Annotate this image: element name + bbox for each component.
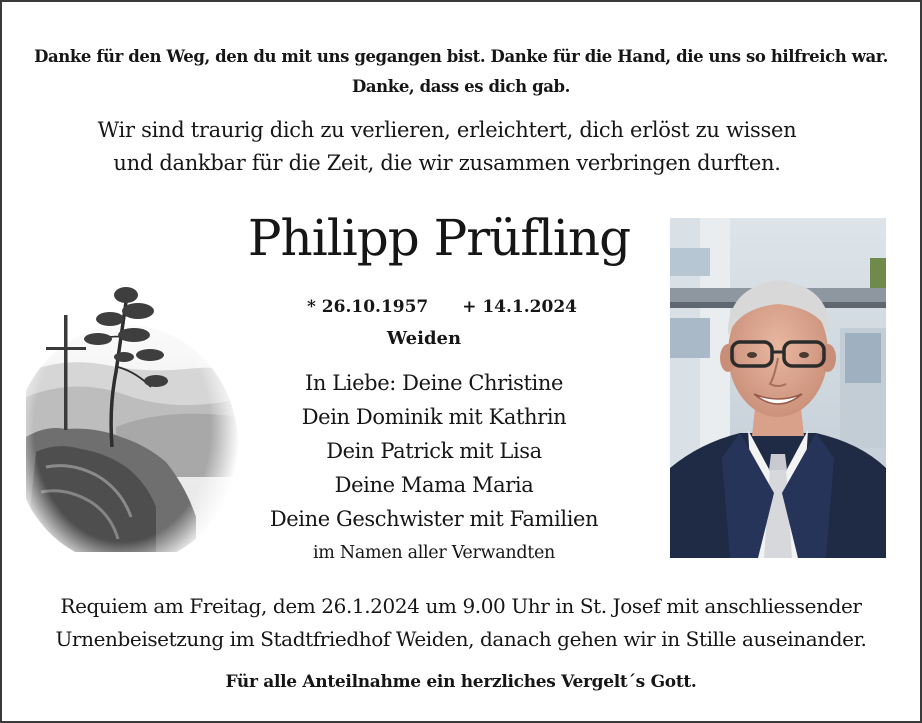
family-closing: im Namen aller Verwandten: [313, 543, 555, 563]
requiem-text: [2, 590, 920, 656]
requiem-line-2: Urnenbeisetzung im Stadtfriedhof Weiden, danach gehen wir in Stille auseinander.: [55, 627, 867, 651]
family-line-2: Dein Dominik mit Kathrin: [301, 405, 567, 429]
place-of-residence: Weiden: [386, 328, 462, 349]
poem-text: [62, 114, 832, 180]
intro-line-1: Danke für den Weg, den du mit uns gegangen bist. Danke für die Hand, die uns so hilfreich war.: [34, 47, 888, 66]
death-date: + 14.1.2024: [462, 297, 577, 317]
deceased-name: Philipp Prüfling: [247, 209, 631, 267]
family-line-3: Dein Patrick mit Lisa: [326, 439, 542, 463]
portrait-photo: [670, 218, 886, 558]
portrait-icon: [670, 218, 886, 558]
life-dates: [292, 293, 592, 321]
requiem-line-1: Requiem am Freitag, dem 26.1.2024 um 9.00 Uhr in St. Josef mit anschliessender: [60, 594, 862, 618]
poem-line-1: Wir sind traurig dich zu verlieren, erleichtert, dich erlöst zu wissen: [97, 118, 797, 142]
family-line-4: Deine Mama Maria: [334, 473, 534, 497]
intro-text: [2, 42, 920, 102]
family-line-1: In Liebe: Deine Christine: [304, 371, 564, 395]
intro-line-2: Danke, dass es dich gab.: [351, 77, 570, 96]
cross-tree-landscape-icon: [26, 277, 240, 552]
family-line-5: Deine Geschwister mit Familien: [269, 507, 599, 531]
closing-thanks: Für alle Anteilnahme ein herzliches Vergelt´s Gott.: [225, 672, 697, 692]
birth-date: * 26.10.1957: [306, 297, 429, 317]
poem-line-2: und dankbar für die Zeit, die wir zusammen verbringen durften.: [113, 151, 781, 175]
family-list: [234, 366, 634, 570]
